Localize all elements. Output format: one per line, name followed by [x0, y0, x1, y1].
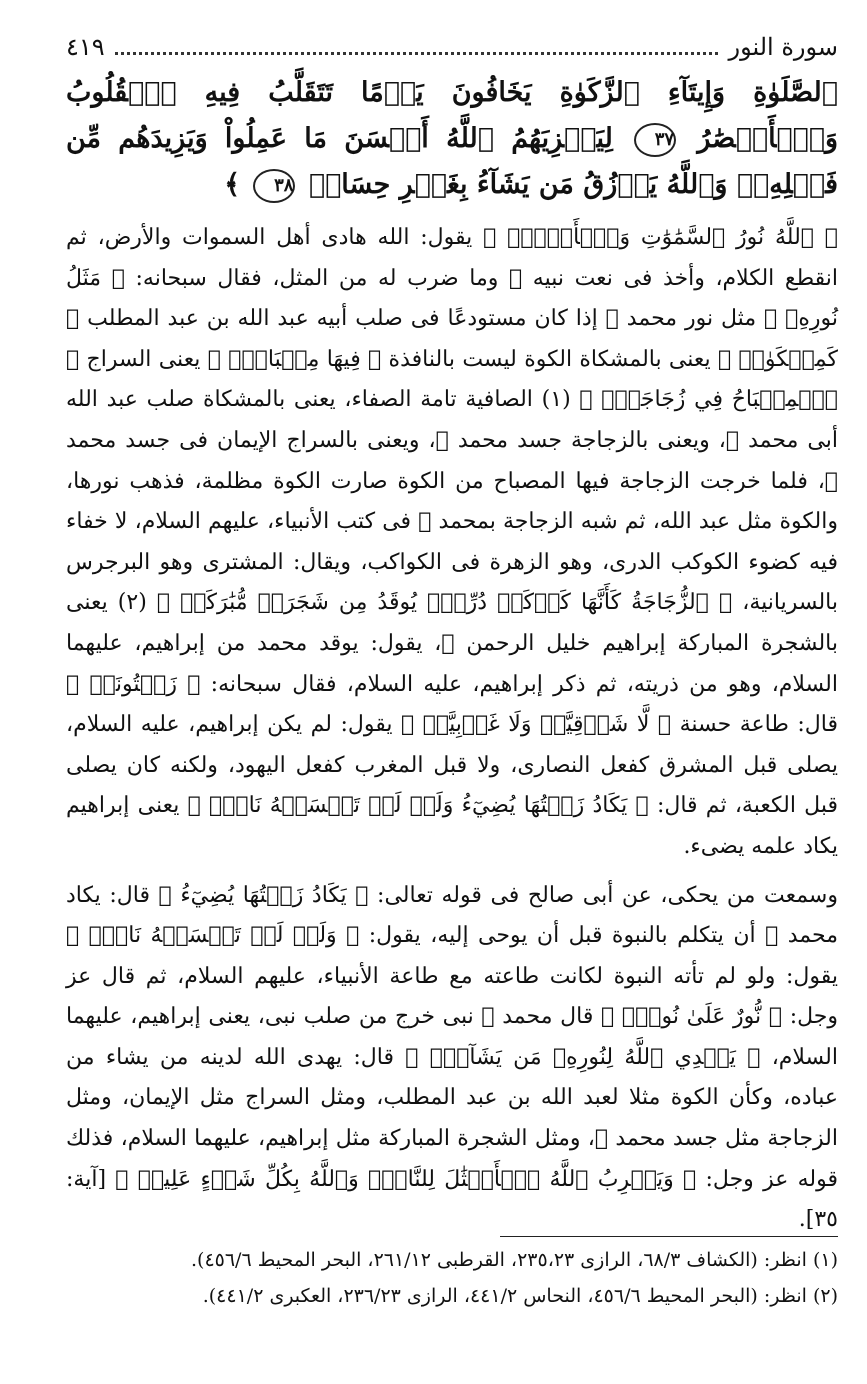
- footnote-1: (١) انظر: (الكشاف ٦٨/٣، الرازى ٢٣٥،٢٣، القرطبى ٢٦١/١٢، البحر المحيط ٤٥٦/٦).: [190, 1249, 838, 1271]
- page-number: ٤١٩: [66, 33, 105, 61]
- verse-line-2b: أَحۡسَنَ مَا عَمِلُواْ وَيَزِيدَهُم مِّن فَضۡلِهِۦۗ وَٱللَّهُ يَرۡزُقُ مَن يَشَآءُ بِغَيۡرِ حِسَابٖ: [66, 123, 838, 200]
- verse-line-2a: لِيَجۡزِيَهُمُ ٱللَّهُ: [446, 123, 613, 154]
- running-header: [66, 30, 838, 68]
- commentary-paragraph-1: ﴿ ٱللَّهُ نُورُ ٱلسَّمَٰوَٰتِ وَٱلۡأَرۡضِۚ ﴾ يقول: الله هادى أهل السموات والأرض، ثم انقطع الكلام، وأخذ فى نعت نبيه ﷺ وما ضرب له من المثل، فقال سبحانه: ﴿ مَثَلُ نُورِهِۦ ﴾ مثل نور محمد ﷺ إذا كان مستودعًا فى صلب أبيه عبد الله بن عبد المطلب ﴿ كَمِشۡكَوٰةٖ ﴾ يعنى بالمشكاة الكوة ليست بالنافذة ﴿ فِيهَا مِصۡبَاحٌۖ ﴾ يعنى السراج ﴿ ٱلۡمِصۡبَاحُ فِي زُجَاجَةٍۖ ﴾ (١) الصافية تامة الصفاء، يعنى بالمشكاة صلب عبد الله أبى محمد ﷺ، ويعنى بالزجاجة جسد محمد ﷺ، ويعنى بالسراج الإيمان فى جسد محمد ﷺ، فلما خرجت الزجاجة فيها المصباح من الكوة صارت الكوة مظلمة، فذهب نورها، والكوة مثل عبد الله، ثم شبه الزجاجة بمحمد ﷺ فى كتب الأنبياء، عليهم السلام، لا خفاء فيه كضوء الكوكب الدرى، وهو الزهرة فى الكواكب، ويقال: المشترى وهو البرجرس بالسريانية، ﴿ ٱلزُّجَاجَةُ كَأَنَّهَا كَوۡكَبٞ دُرِّيّٞ يُوقَدُ مِن شَجَرَةٖ مُّبَٰرَكَةٖ ﴾ (٢) يعنى بالشجرة المباركة إبراهيم خليل الرحمن ﷺ، يقول: يوقد محمد من إبراهيم، عليهما السلام، وهو من ذريته، ثم ذكر إبراهيم، عليه السلام، فقال سبحانه: ﴿ زَيۡتُونَةٖ ﴾ قال: طاعة حسنة ﴿ لَّا شَرۡقِيَّةٖ وَلَا غَرۡبِيَّةٖ ﴾ يقول: لم يكن إبراهيم، عليه السلام، يصلى قبل المشرق كفعل النصارى، ولا قبل المغرب كفعل اليهود، ولكنه كان يصلى قبل الكعبة، ثم قال: ﴿ يَكَادُ زَيۡتُهَا يُضِيٓءُ وَلَوۡ لَمۡ تَمۡسَسۡهُ نَارٞۚ ﴾ يعنى إبراهيم يكاد علمه يضىء.: [66, 225, 838, 859]
- leader-dots: [115, 34, 719, 55]
- ayah-marker-37: ٣٧: [634, 123, 676, 157]
- footnotes: [66, 1236, 838, 1314]
- ayah-marker-38: ٣٨: [253, 169, 295, 203]
- verse-line-1: ٱلصَّلَوٰةِ وَإِيتَآءِ ٱلزَّكَوٰةِ يَخَافُونَ يَوۡمًا تَتَقَلَّبُ فِيهِ ٱلۡقُلُوبُ وَٱلۡأَبۡصَٰرُ: [66, 77, 838, 154]
- footnote-2: (٢) انظر: (البحر المحيط ٤٥٦/٦، النحاس ٤٤١/٢، الرازى ٢٣٦/٢٣، العكبرى ٤٤١/٢).: [202, 1285, 838, 1307]
- commentary-paragraph-2: وسمعت من يحكى، عن أبى صالح فى قوله تعالى: ﴿ يَكَادُ زَيۡتُهَا يُضِيٓءُ ﴾ قال: يكاد محمد ﷺ أن يتكلم بالنبوة قبل أن يوحى إليه، يقول: ﴿ وَلَوۡ لَمۡ تَمۡسَسۡهُ نَارٞۚ ﴾ يقول: ولو لم تأته النبوة لكانت طاعته مع طاعة الأنبياء، عليهم السلام، ثم قال عز وجل: ﴿ نُّورٌ عَلَىٰ نُورٖۚ ﴾ قال محمد ﷺ نبى خرج من صلب نبى، يعنى إبراهيم، عليهما السلام، ﴿ يَهۡدِي ٱللَّهُ لِنُورِهِۦ مَن يَشَآءُۚ ﴾ قال: يهدى الله لدينه من يشاء من عباده، وكأن الكوة مثلا لعبد الله بن عبد المطلب، ومثل السراج مثل الإيمان، ومثل الزجاجة مثل جسد محمد ﷺ، ومثل الشجرة المباركة مثل إبراهيم، عليهما السلام، فذلك قوله عز وجل: ﴿ وَيَضۡرِبُ ٱللَّهُ ٱلۡأَمۡثَٰلَ لِلنَّاسِۗ وَٱللَّهُ بِكُلِّ شَيۡءٍ عَلِيمٞ ﴾ [آية: ٣٥].: [66, 882, 838, 1233]
- quran-verse-block: [66, 70, 838, 208]
- verse-close-bracket: ﴾: [224, 169, 241, 200]
- page-body: [66, 30, 838, 1241]
- surah-title: سورة النور: [728, 33, 838, 61]
- commentary: [66, 218, 838, 1241]
